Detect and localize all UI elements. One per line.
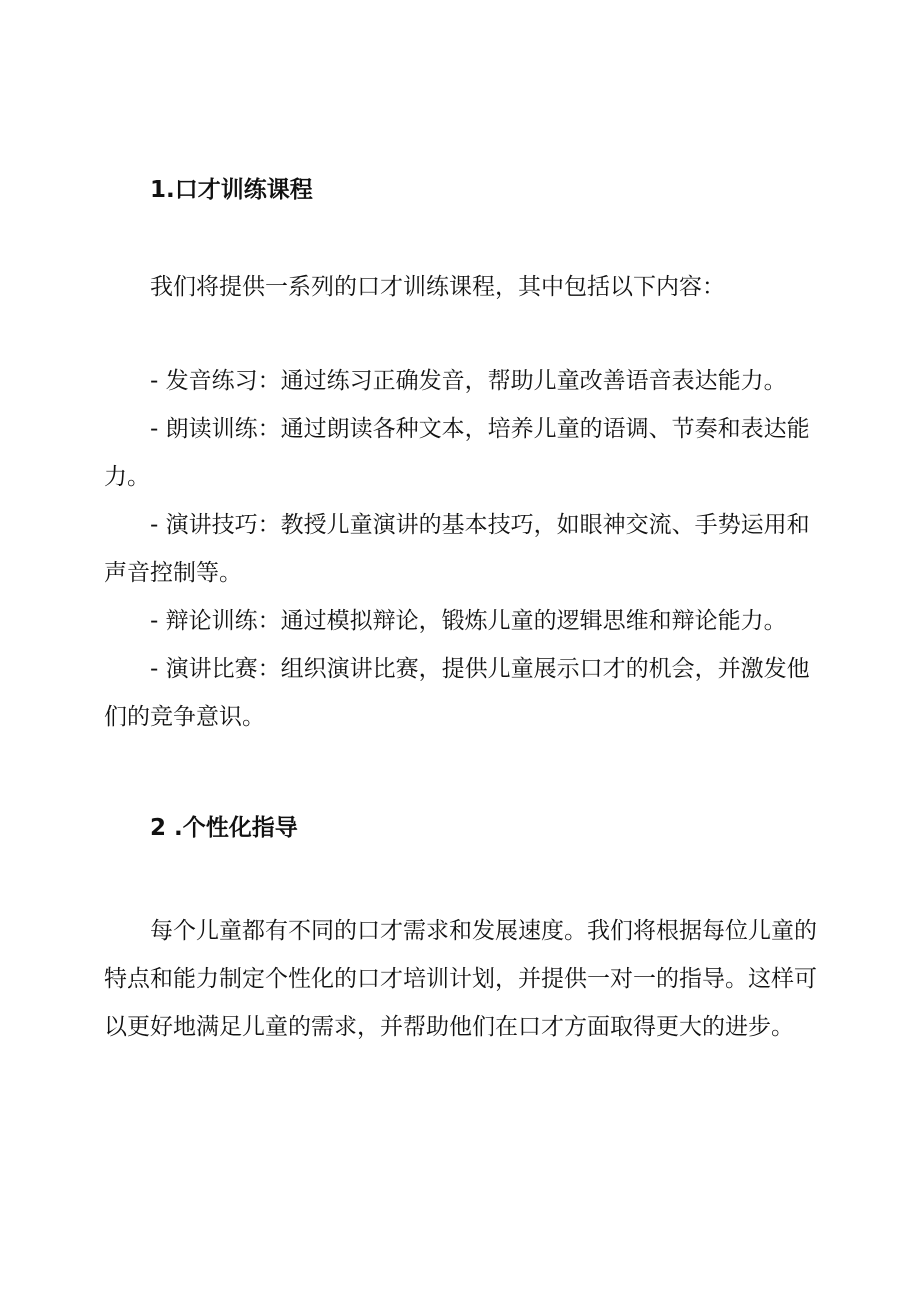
section-2-body: 每个儿童都有不同的口才需求和发展速度。我们将根据每位儿童的特点和能力制定个性化的口才培训计划，并提供一对一的指导。这样可以更好地满足儿童的需求，并帮助他们在口才方面取得更大的进步。 (104, 918, 817, 1040)
list-item: - 辩论训练：通过模拟辩论，锻炼儿童的逻辑思维和辩论能力。 (150, 608, 787, 634)
list-item: - 演讲比赛：组织演讲比赛，提供儿童展示口才的机会，并激发他们的竞争意识。 (104, 656, 810, 730)
section-1-heading: 1.口才训练课程 (150, 177, 313, 203)
list-item: - 演讲技巧：教授儿童演讲的基本技巧，如眼神交流、手势运用和声音控制等。 (104, 512, 810, 586)
section-1-intro: 我们将提供一系列的口才训练课程，其中包括以下内容： (150, 274, 725, 300)
course-list (104, 357, 824, 741)
section-2-heading: 2 .个性化指导 (150, 815, 298, 841)
list-item: - 朗读训练：通过朗读各种文本，培养儿童的语调、节奏和表达能力。 (104, 416, 810, 490)
list-item: - 发音练习：通过练习正确发音，帮助儿童改善语音表达能力。 (150, 368, 787, 394)
